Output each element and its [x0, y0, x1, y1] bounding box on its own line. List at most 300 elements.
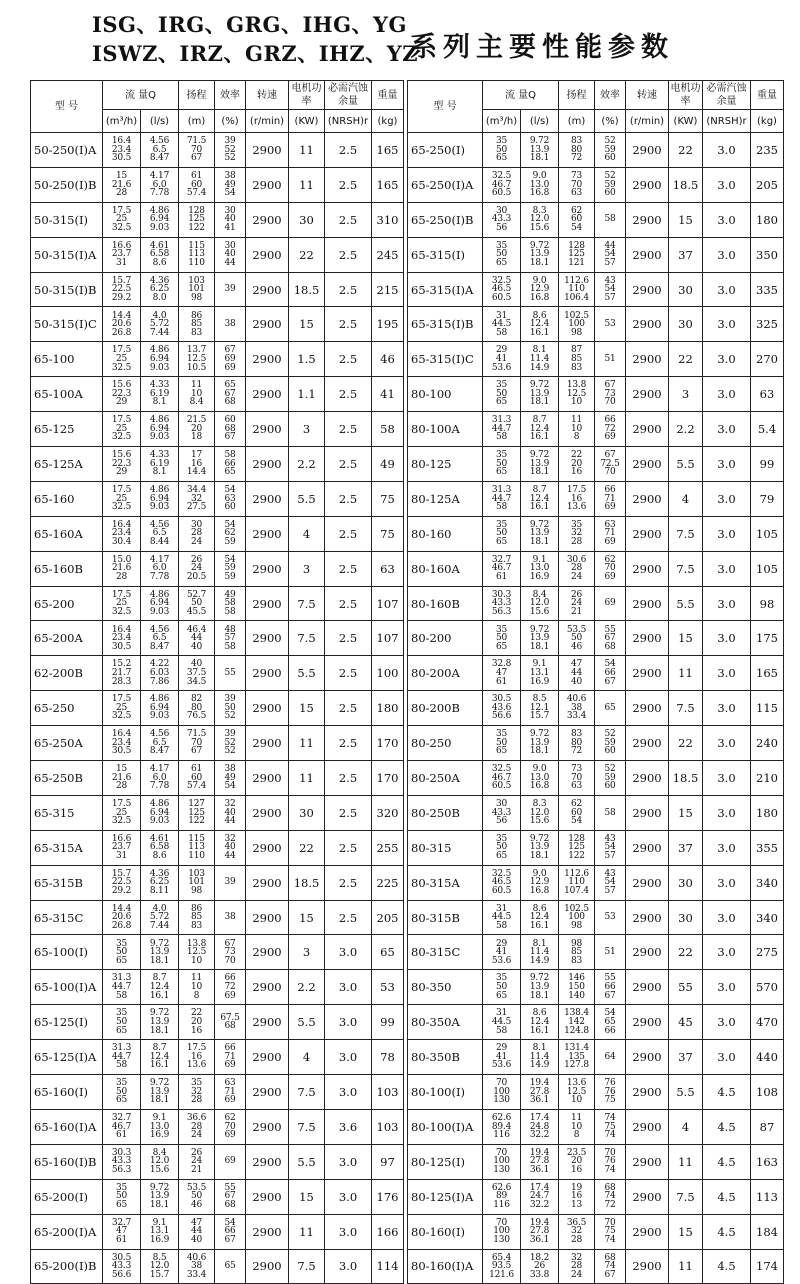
cell-flow-m3h: 29 41 53.6: [483, 342, 521, 377]
cell-efficiency: 58: [595, 795, 626, 830]
table-row: [31, 412, 404, 447]
cell-model: 65-125A: [31, 447, 103, 482]
table-row: [408, 377, 784, 412]
cell-power: 22: [289, 237, 325, 272]
cell-efficiency: 55 66 67: [595, 970, 626, 1005]
cell-model: 65-125(I): [31, 1005, 103, 1040]
cell-model: 80-125: [408, 447, 483, 482]
cell-npsh: 2.5: [325, 656, 372, 691]
table-row: [408, 586, 784, 621]
cell-efficiency: 43 54 57: [595, 865, 626, 900]
cell-flow-ls: 8.6 12.4 16.1: [521, 900, 559, 935]
cell-model: 80-100A: [408, 412, 483, 447]
table-row: [408, 900, 784, 935]
cell-flow-ls: 8.7 12.4 16.1: [521, 412, 559, 447]
cell-npsh: 3.0: [325, 1005, 372, 1040]
cell-power: 15: [669, 202, 703, 237]
header-head: 扬程: [179, 81, 215, 110]
header-efficiency: 效率: [595, 81, 626, 110]
cell-head: 17.5 16 13.6: [559, 481, 595, 516]
cell-speed: 2900: [246, 377, 289, 412]
cell-npsh: 3.0: [703, 237, 751, 272]
cell-npsh: 3.0: [325, 1144, 372, 1179]
cell-efficiency: 52 59 60: [595, 761, 626, 796]
cell-power: 55: [669, 970, 703, 1005]
cell-head: 35 32 28: [559, 516, 595, 551]
cell-model: 80-350A: [408, 1005, 483, 1040]
cell-model: 65-200(I): [31, 1179, 103, 1214]
cell-speed: 2900: [246, 167, 289, 202]
series-line-1: ISG、IRG、GRG、IHG、YG: [92, 12, 407, 37]
cell-head: 102.5 100 98: [559, 900, 595, 935]
cell-speed: 2900: [246, 272, 289, 307]
cell-efficiency: 69: [215, 1144, 246, 1179]
cell-flow-ls: 9.72 13.9 18.1: [521, 830, 559, 865]
cell-head: 73 70 63: [559, 167, 595, 202]
cell-flow-ls: 9.72 13.9 18.1: [141, 1075, 179, 1110]
table-row: [31, 726, 404, 761]
cell-flow-ls: 19.4 27.8 36.1: [521, 1214, 559, 1249]
cell-flow-ls: 8.1 11.4 14.9: [521, 1040, 559, 1075]
table-row: [31, 202, 404, 237]
cell-flow-m3h: 30.5 43.3 56.6: [103, 1249, 141, 1284]
series-line-2: ISWZ、IRZ、GRZ、IHZ、YZ: [92, 41, 419, 66]
cell-npsh: 3.0: [703, 656, 751, 691]
table-row: [31, 447, 404, 482]
cell-efficiency: 54 66 67: [215, 1214, 246, 1249]
cell-speed: 2900: [626, 761, 669, 796]
cell-efficiency: 67 72.5 70: [595, 447, 626, 482]
cell-model: 65-160(I)B: [31, 1144, 103, 1179]
cell-flow-ls: 9.0 13.0 16.8: [521, 761, 559, 796]
cell-power: 5.5: [669, 447, 703, 482]
cell-head: 146 150 140: [559, 970, 595, 1005]
unit-power: (KW): [289, 110, 325, 133]
header-flow: 流 量Q: [103, 81, 179, 110]
table-row: [31, 377, 404, 412]
cell-weight: 105: [751, 551, 784, 586]
cell-power: 5.5: [289, 656, 325, 691]
cell-npsh: 3.0: [703, 551, 751, 586]
cell-flow-ls: 4.61 6.58 8.6: [141, 237, 179, 272]
cell-model: 65-100A: [31, 377, 103, 412]
cell-npsh: 3.6: [325, 1109, 372, 1144]
header-head: 扬程: [559, 81, 595, 110]
table-row: [408, 551, 784, 586]
cell-head: 53.5 50 46: [179, 1179, 215, 1214]
cell-speed: 2900: [246, 726, 289, 761]
cell-speed: 2900: [626, 621, 669, 656]
cell-flow-ls: 9.72 13.9 18.1: [521, 516, 559, 551]
cell-head: 73 70 63: [559, 761, 595, 796]
cell-power: 30: [669, 272, 703, 307]
cell-power: 4: [669, 481, 703, 516]
cell-speed: 2900: [246, 795, 289, 830]
cell-head: 35 32 28: [179, 1075, 215, 1110]
cell-npsh: 3.0: [703, 481, 751, 516]
cell-model: 65-100: [31, 342, 103, 377]
cell-head: 13.6 12.5 10: [559, 1075, 595, 1110]
cell-power: 22: [669, 133, 703, 168]
cell-npsh: 3.0: [703, 412, 751, 447]
cell-weight: 53: [372, 970, 404, 1005]
cell-npsh: 3.0: [703, 133, 751, 168]
cell-weight: 205: [751, 167, 784, 202]
cell-efficiency: 38 49 54: [215, 167, 246, 202]
cell-speed: 2900: [626, 516, 669, 551]
cell-speed: 2900: [626, 935, 669, 970]
cell-flow-m3h: 30.5 43.6 56.6: [483, 691, 521, 726]
cell-power: 7.5: [289, 621, 325, 656]
cell-efficiency: 65: [595, 691, 626, 726]
cell-efficiency: 39 52 52: [215, 726, 246, 761]
cell-efficiency: 76 76 75: [595, 1075, 626, 1110]
header-npsh: 必需汽蚀余量: [325, 81, 372, 110]
header-power: 电机功率: [669, 81, 703, 110]
cell-speed: 2900: [626, 272, 669, 307]
cell-npsh: 3.0: [703, 621, 751, 656]
cell-head: 30 28 24: [179, 516, 215, 551]
cell-speed: 2900: [626, 307, 669, 342]
cell-efficiency: 62 70 69: [215, 1109, 246, 1144]
cell-flow-m3h: 14.4 20.6 26.8: [103, 307, 141, 342]
cell-power: 7.5: [289, 586, 325, 621]
cell-speed: 2900: [246, 1144, 289, 1179]
table-row: [31, 481, 404, 516]
unit-flow-m3h: (m³/h): [103, 110, 141, 133]
table-row: [31, 830, 404, 865]
cell-speed: 2900: [626, 900, 669, 935]
cell-efficiency: 38 49 54: [215, 761, 246, 796]
cell-efficiency: 39: [215, 865, 246, 900]
cell-head: 131.4 135 127.8: [559, 1040, 595, 1075]
cell-npsh: 2.5: [325, 167, 372, 202]
table-row: [408, 1075, 784, 1110]
cell-power: 4: [289, 1040, 325, 1075]
cell-flow-ls: 9.72 13.9 18.1: [521, 621, 559, 656]
table-row: [31, 970, 404, 1005]
cell-npsh: 4.5: [703, 1075, 751, 1110]
cell-flow-ls: 8.4 12.0 15.6: [521, 586, 559, 621]
cell-model: 80-315C: [408, 935, 483, 970]
cell-model: 65-315(I)B: [408, 307, 483, 342]
cell-speed: 2900: [246, 202, 289, 237]
cell-flow-m3h: 32.7 46.7 61: [483, 551, 521, 586]
cell-power: 3: [289, 551, 325, 586]
cell-power: 7.5: [289, 1249, 325, 1284]
cell-power: 11: [669, 656, 703, 691]
unit-weight: (kg): [751, 110, 784, 133]
cell-speed: 2900: [246, 1109, 289, 1144]
unit-flow-ls: (l/s): [521, 110, 559, 133]
cell-flow-ls: 4.56 6.5 8.47: [141, 621, 179, 656]
table-row: [408, 830, 784, 865]
cell-head: 22 20 16: [179, 1005, 215, 1040]
table-row: [31, 1144, 404, 1179]
cell-weight: 175: [751, 621, 784, 656]
cell-efficiency: 67.5 68: [215, 1005, 246, 1040]
cell-efficiency: 39 52 52: [215, 133, 246, 168]
table-row: [31, 1214, 404, 1249]
cell-head: 61 60 57.4: [179, 761, 215, 796]
cell-flow-m3h: 31.3 44.7 58: [483, 412, 521, 447]
cell-npsh: 3.0: [703, 447, 751, 482]
cell-power: 15: [289, 691, 325, 726]
cell-npsh: 3.0: [703, 377, 751, 412]
cell-flow-m3h: 62.6 89.4 116: [483, 1109, 521, 1144]
table-row: [408, 516, 784, 551]
table-row: [408, 1214, 784, 1249]
cell-flow-m3h: 32.7 46.7 61: [103, 1109, 141, 1144]
table-row: [408, 202, 784, 237]
cell-power: 5.5: [669, 586, 703, 621]
cell-efficiency: 60 68 67: [215, 412, 246, 447]
table-row: [408, 481, 784, 516]
cell-npsh: 2.5: [325, 795, 372, 830]
cell-efficiency: 44 54 57: [595, 237, 626, 272]
cell-weight: 270: [751, 342, 784, 377]
cell-weight: 255: [372, 830, 404, 865]
cell-flow-m3h: 16.4 23.4 30.4: [103, 516, 141, 551]
cell-power: 1.1: [289, 377, 325, 412]
performance-table-left: [30, 80, 404, 1284]
cell-npsh: 2.5: [325, 830, 372, 865]
cell-flow-ls: 4.61 6.58 8.6: [141, 830, 179, 865]
cell-power: 7.5: [669, 691, 703, 726]
cell-head: 62 60 54: [559, 202, 595, 237]
cell-model: 62-200B: [31, 656, 103, 691]
table-row: [31, 900, 404, 935]
header-speed: 转速: [626, 81, 669, 110]
cell-flow-ls: 9.72 13.9 18.1: [521, 970, 559, 1005]
cell-model: 80-100(I): [408, 1075, 483, 1110]
cell-speed: 2900: [246, 307, 289, 342]
cell-npsh: 2.5: [325, 481, 372, 516]
cell-power: 30: [669, 307, 703, 342]
cell-npsh: 2.5: [325, 342, 372, 377]
table-row: [408, 307, 784, 342]
header-speed: 转速: [246, 81, 289, 110]
cell-flow-m3h: 16.6 23.7 31: [103, 830, 141, 865]
cell-power: 15: [289, 1179, 325, 1214]
cell-efficiency: 54 65 66: [595, 1005, 626, 1040]
cell-speed: 2900: [246, 1005, 289, 1040]
cell-flow-ls: 9.1 13.0 16.9: [141, 1109, 179, 1144]
header-weight: 重量: [751, 81, 784, 110]
cell-npsh: 2.5: [325, 133, 372, 168]
cell-npsh: 4.5: [703, 1249, 751, 1284]
cell-npsh: 2.5: [325, 202, 372, 237]
cell-model: 80-100: [408, 377, 483, 412]
table-row: [408, 1040, 784, 1075]
cell-power: 11: [669, 1249, 703, 1284]
cell-speed: 2900: [626, 202, 669, 237]
cell-power: 30: [289, 202, 325, 237]
cell-flow-ls: 8.6 12.4 16.1: [521, 1005, 559, 1040]
cell-weight: 99: [372, 1005, 404, 1040]
cell-weight: 245: [372, 237, 404, 272]
table-row: [31, 621, 404, 656]
cell-flow-ls: 9.72 13.9 18.1: [521, 726, 559, 761]
cell-model: 80-100(I)A: [408, 1109, 483, 1144]
cell-flow-m3h: 31.3 44.7 58: [103, 1040, 141, 1075]
cell-speed: 2900: [626, 1214, 669, 1249]
cell-power: 2.2: [289, 447, 325, 482]
cell-efficiency: 55 67 68: [595, 621, 626, 656]
cell-flow-ls: 4.33 6.19 8.1: [141, 447, 179, 482]
cell-flow-m3h: 62.6 89 116: [483, 1179, 521, 1214]
cell-power: 22: [669, 342, 703, 377]
cell-head: 47 44 40: [179, 1214, 215, 1249]
cell-flow-ls: 4.17 6.0 7.78: [141, 761, 179, 796]
cell-flow-ls: 8.7 12.4 16.1: [141, 970, 179, 1005]
header-power: 电机功率: [289, 81, 325, 110]
cell-model: 80-250: [408, 726, 483, 761]
cell-model: 50-250(I)A: [31, 133, 103, 168]
cell-speed: 2900: [246, 586, 289, 621]
cell-efficiency: 52 59 60: [595, 133, 626, 168]
cell-weight: 440: [751, 1040, 784, 1075]
table-row: [31, 865, 404, 900]
cell-flow-m3h: 15.6 22.3 29: [103, 447, 141, 482]
cell-model: 65-250B: [31, 761, 103, 796]
cell-power: 11: [289, 167, 325, 202]
cell-npsh: 3.0: [325, 1214, 372, 1249]
cell-speed: 2900: [246, 691, 289, 726]
cell-model: 80-125(I): [408, 1144, 483, 1179]
cell-model: 65-250(I): [408, 133, 483, 168]
cell-speed: 2900: [626, 970, 669, 1005]
cell-head: 11 10 8: [559, 1109, 595, 1144]
cell-npsh: 3.0: [325, 1249, 372, 1284]
cell-weight: 166: [372, 1214, 404, 1249]
cell-model: 65-200(I)B: [31, 1249, 103, 1284]
table-row: [408, 1005, 784, 1040]
cell-efficiency: 65: [215, 1249, 246, 1284]
cell-head: 36.5 32 28: [559, 1214, 595, 1249]
table-row: [408, 167, 784, 202]
unit-power: (KW): [669, 110, 703, 133]
table-row: [31, 1005, 404, 1040]
cell-efficiency: 63 71 69: [595, 516, 626, 551]
cell-efficiency: 58 66 65: [215, 447, 246, 482]
cell-npsh: 2.5: [325, 377, 372, 412]
cell-efficiency: 64: [595, 1040, 626, 1075]
cell-head: 46.4 44 40: [179, 621, 215, 656]
cell-efficiency: 54 62 59: [215, 516, 246, 551]
cell-model: 80-200A: [408, 656, 483, 691]
cell-head: 40.6 38 33.4: [559, 691, 595, 726]
cell-weight: 210: [751, 761, 784, 796]
cell-weight: 355: [751, 830, 784, 865]
cell-flow-m3h: 17.5 25 32.5: [103, 202, 141, 237]
cell-head: 17 16 14.4: [179, 447, 215, 482]
cell-power: 5.5: [289, 481, 325, 516]
cell-npsh: 3.0: [703, 761, 751, 796]
cell-speed: 2900: [626, 481, 669, 516]
cell-head: 71.5 70 67: [179, 726, 215, 761]
cell-flow-m3h: 30.3 43.3 56.3: [483, 586, 521, 621]
cell-head: 11 10 8: [559, 412, 595, 447]
cell-model: 65-100(I): [31, 935, 103, 970]
cell-npsh: 2.5: [325, 237, 372, 272]
cell-head: 52.7 50 45.5: [179, 586, 215, 621]
cell-efficiency: 68 74 67: [595, 1249, 626, 1284]
cell-efficiency: 48 57 58: [215, 621, 246, 656]
cell-weight: 79: [751, 481, 784, 516]
cell-weight: 174: [751, 1249, 784, 1284]
cell-model: 65-315C: [31, 900, 103, 935]
cell-flow-ls: 9.72 13.9 18.1: [521, 447, 559, 482]
page-title: 系列主要性能参数: [410, 32, 674, 63]
cell-efficiency: 58: [595, 202, 626, 237]
cell-speed: 2900: [626, 830, 669, 865]
cell-model: 50-315(I): [31, 202, 103, 237]
cell-weight: 184: [751, 1214, 784, 1249]
cell-weight: 165: [751, 656, 784, 691]
cell-power: 2.2: [669, 412, 703, 447]
cell-flow-ls: 4.86 6.94 9.03: [141, 412, 179, 447]
cell-speed: 2900: [626, 691, 669, 726]
cell-model: 65-250(I)A: [408, 167, 483, 202]
cell-head: 21.5 20 18: [179, 412, 215, 447]
table-row: [31, 1075, 404, 1110]
cell-head: 71.5 70 67: [179, 133, 215, 168]
cell-efficiency: 51: [595, 935, 626, 970]
cell-head: 86 85 83: [179, 900, 215, 935]
cell-head: 102.5 100 98: [559, 307, 595, 342]
cell-speed: 2900: [246, 656, 289, 691]
cell-model: 65-250A: [31, 726, 103, 761]
cell-power: 22: [289, 830, 325, 865]
table-row: [408, 1179, 784, 1214]
cell-weight: 107: [372, 586, 404, 621]
cell-head: 87 85 83: [559, 342, 595, 377]
cell-flow-m3h: 30.3 43.3 56.3: [103, 1144, 141, 1179]
cell-power: 18.5: [289, 865, 325, 900]
cell-speed: 2900: [626, 865, 669, 900]
cell-npsh: 3.0: [325, 1075, 372, 1110]
cell-flow-m3h: 35 50 65: [483, 830, 521, 865]
unit-head: (m): [559, 110, 595, 133]
table-row: [408, 935, 784, 970]
table-row: [408, 691, 784, 726]
cell-flow-m3h: 15.7 22.5 29.2: [103, 865, 141, 900]
cell-speed: 2900: [626, 795, 669, 830]
unit-weight: (kg): [372, 110, 404, 133]
cell-flow-ls: 8.3 12.0 15.6: [521, 795, 559, 830]
cell-speed: 2900: [246, 935, 289, 970]
cell-head: 112.6 110 107.4: [559, 865, 595, 900]
cell-weight: 75: [372, 481, 404, 516]
cell-flow-m3h: 29 41 53.6: [483, 935, 521, 970]
cell-flow-ls: 18.2 26 33.8: [521, 1249, 559, 1284]
cell-npsh: 3.0: [703, 307, 751, 342]
cell-flow-m3h: 35 50 65: [483, 970, 521, 1005]
cell-flow-m3h: 31 44.5 58: [483, 900, 521, 935]
cell-npsh: 3.0: [703, 167, 751, 202]
cell-weight: 335: [751, 272, 784, 307]
cell-efficiency: 67 73 70: [595, 377, 626, 412]
cell-model: 80-350B: [408, 1040, 483, 1075]
cell-speed: 2900: [626, 1005, 669, 1040]
cell-efficiency: 39 50 52: [215, 691, 246, 726]
cell-flow-m3h: 35 50 65: [483, 726, 521, 761]
table-row: [31, 1040, 404, 1075]
table-row: [31, 586, 404, 621]
cell-weight: 113: [751, 1179, 784, 1214]
cell-weight: 340: [751, 865, 784, 900]
